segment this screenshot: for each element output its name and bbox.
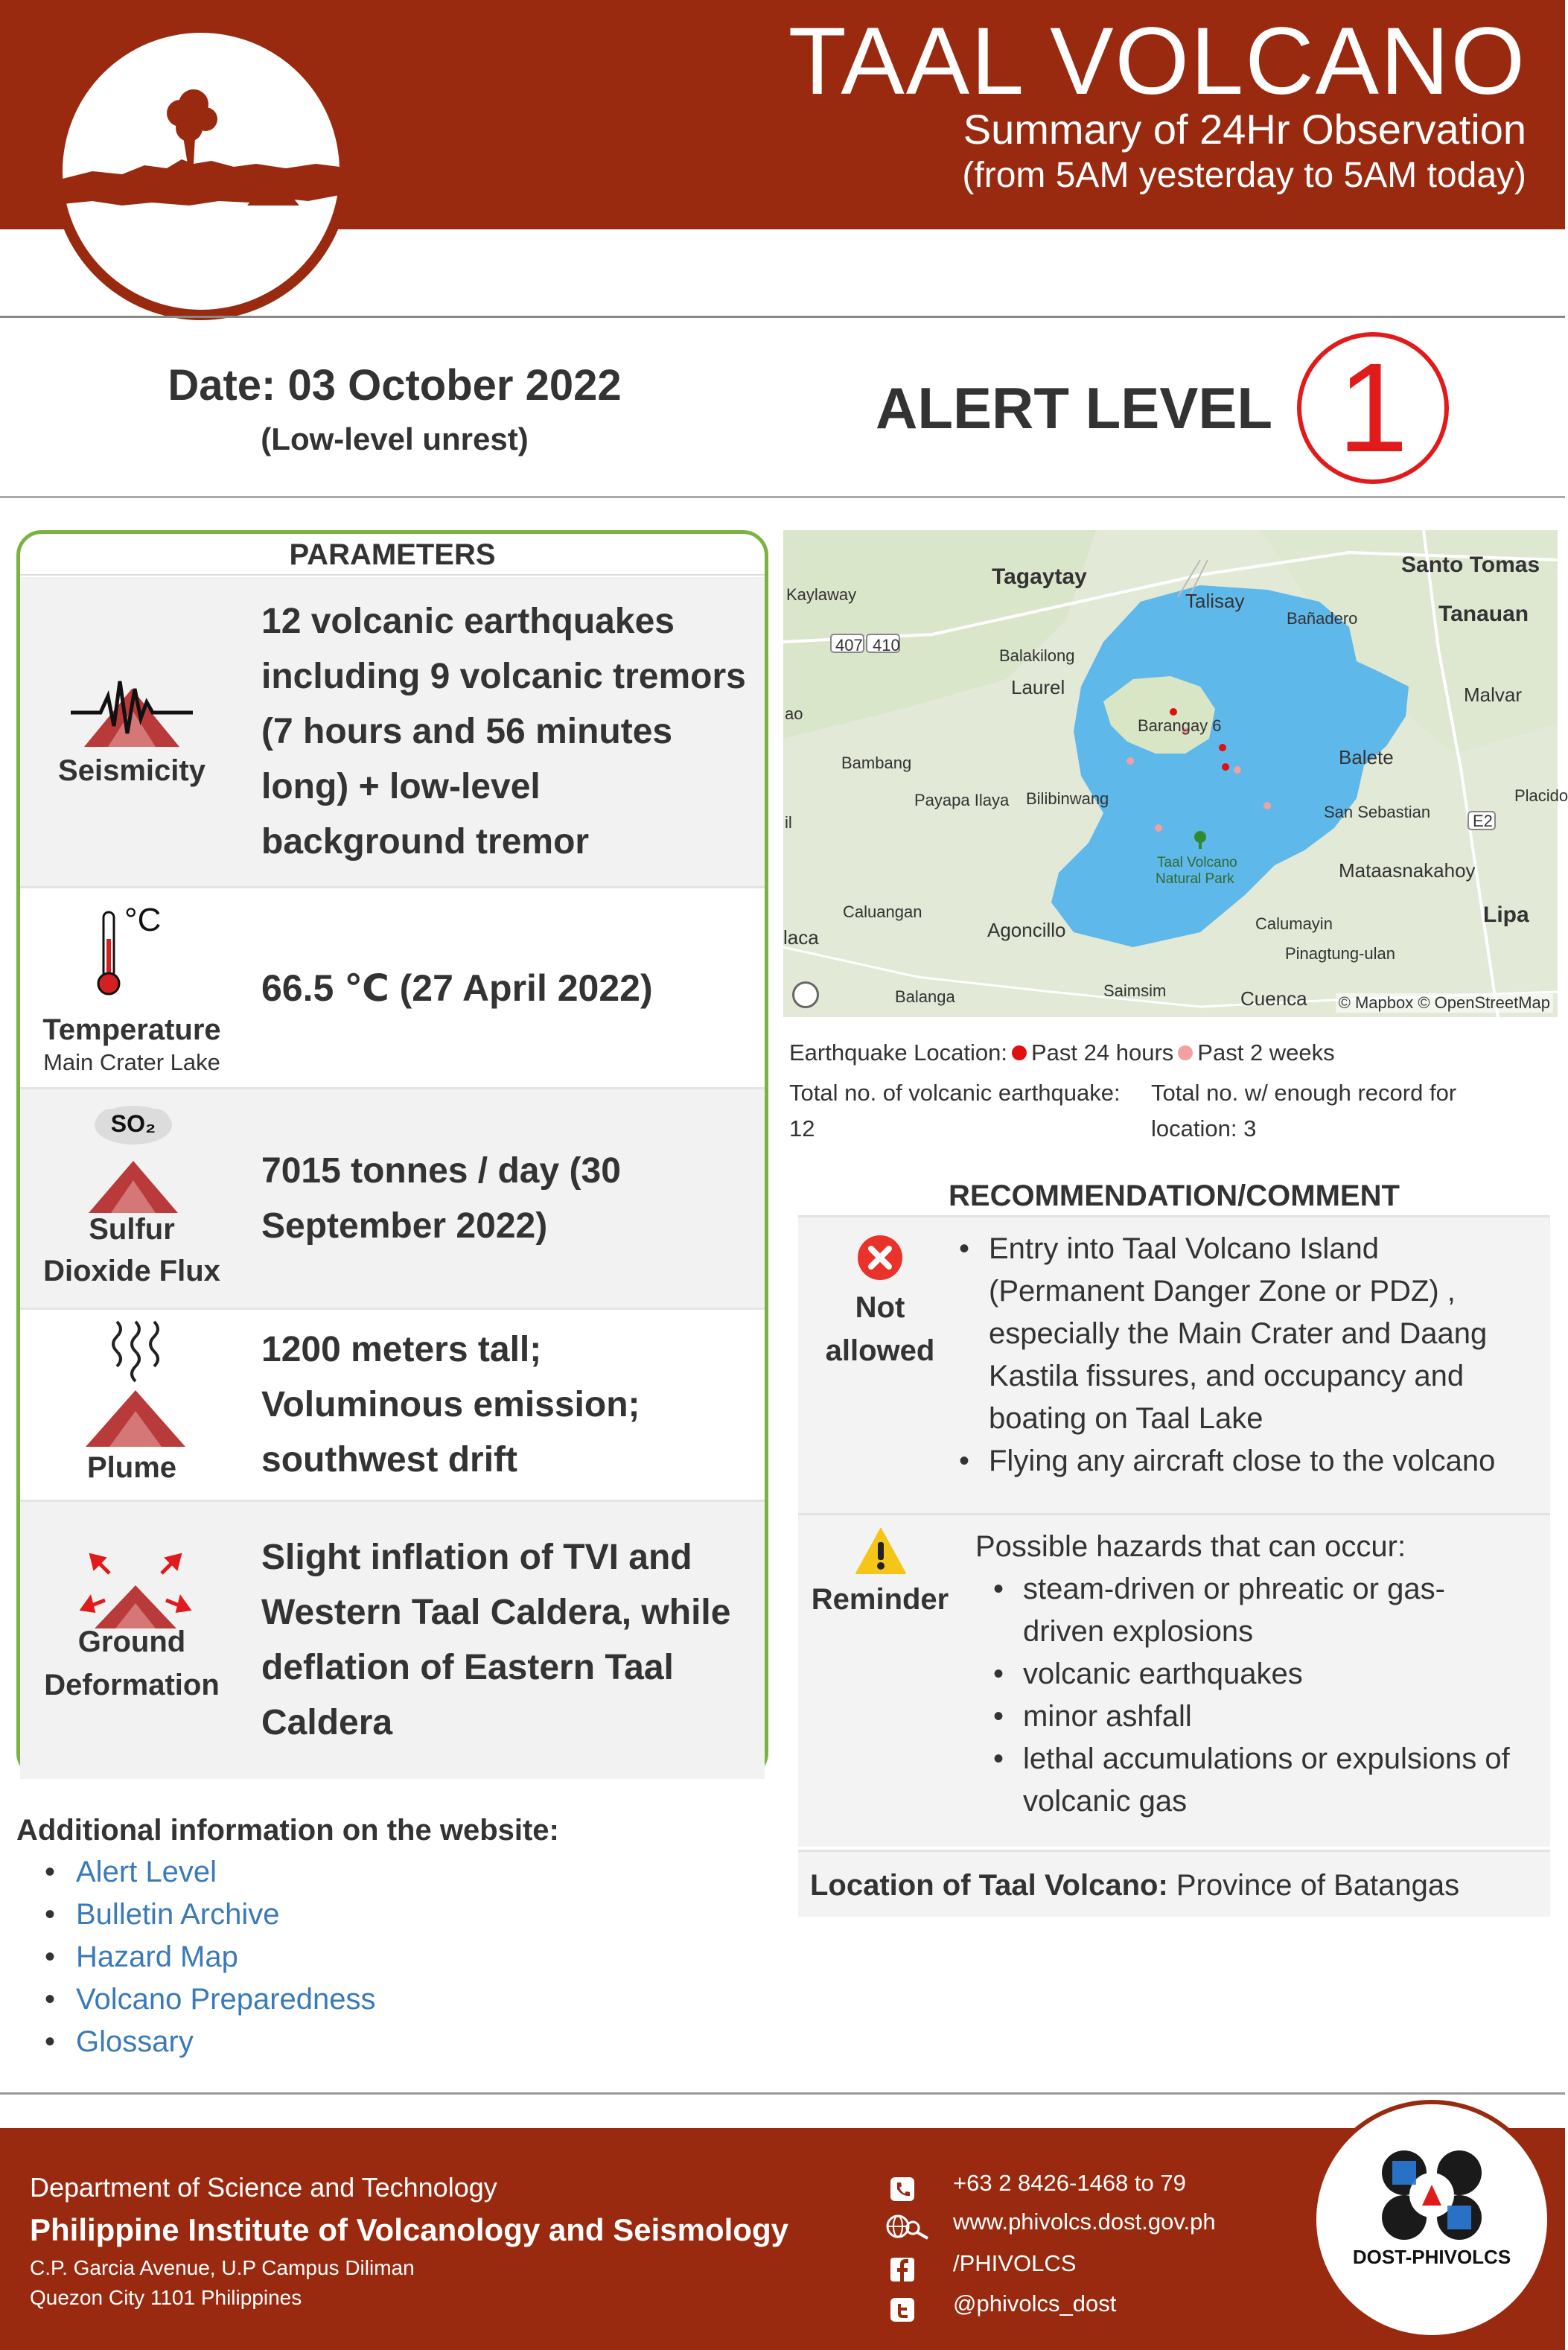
warning-triangle-icon [855, 1527, 907, 1575]
list-item [993, 1738, 1547, 1823]
map-attribution[interactable]: © Mapbox © OpenStreetMap [1336, 993, 1553, 1013]
seal-label: DOST-PHIVOLCS [1352, 2246, 1511, 2268]
param-icon-cell [20, 1089, 243, 1308]
map-label: Calumayin [1255, 914, 1333, 933]
list-item-line: (Permanent Danger Zone or PDZ) , [989, 1275, 1456, 1308]
map-label: Tanauan [1438, 602, 1529, 626]
phone-icon [889, 2176, 916, 2203]
map-label: Saimsim [1103, 981, 1167, 1000]
so2-badge: SO₂ [110, 1110, 156, 1137]
location-label: Location of Taal Volcano: [810, 1869, 1168, 1902]
hazards-list [993, 1568, 1547, 1823]
facebook-icon [889, 2256, 916, 2283]
website-links [45, 1851, 376, 2063]
dost-phivolcs-logo-icon [1374, 2146, 1489, 2243]
map-label: Cuenca [1240, 987, 1307, 1010]
page-title: TAAL VOLCANO [788, 8, 1526, 115]
param-label-so2-line2: Dioxide Flux [43, 1255, 220, 1287]
map-label: Balanga [895, 987, 955, 1006]
eq-dot-2w [1234, 766, 1241, 774]
globe-search-icon [886, 2213, 932, 2240]
reminder-section [798, 1513, 1550, 1847]
footer-address-line2: Quezon City 1101 Philippines [30, 2286, 302, 2309]
parameters-panel [16, 530, 768, 1778]
link-volcano-preparedness[interactable]: • Volcano Preparedness [45, 1978, 376, 2021]
steam-plume-volcano-icon [80, 1322, 191, 1448]
param-label-plume: Plume [86, 1451, 177, 1484]
list-item-line: • lethal accumulations or expulsions of [1023, 1742, 1510, 1775]
legend-prefix: Earthquake Location: [789, 1039, 1007, 1066]
list-item-line: • Flying any aircraft close to the volcano [989, 1445, 1496, 1477]
not-allowed-list [959, 1228, 1547, 1483]
list-item-line: • steam-driven or phreatic or gas- [1023, 1573, 1445, 1605]
footer-phone[interactable]: +63 2 8426-1468 to 79 [953, 2170, 1186, 2196]
earthquake-legend [789, 1037, 1335, 1069]
map-label: San Sebastian [1324, 803, 1431, 821]
footer-department: Department of Science and Technology [30, 2172, 497, 2203]
total-earthquakes [789, 1075, 1147, 1147]
link-hazard-map[interactable]: • Hazard Map [45, 1936, 376, 1978]
map-label: Bambang [841, 754, 912, 772]
map-label: Payapa Ilaya [914, 791, 1010, 809]
legend-2w: Past 2 weeks [1197, 1039, 1335, 1066]
red-x-circle-icon [856, 1234, 904, 1281]
param-row-so2 [20, 1089, 765, 1310]
map-label: ao [785, 704, 803, 723]
volcano-island-logo-icon [63, 33, 340, 310]
not-allowed-section [798, 1215, 1550, 1513]
list-item-line: volcanic gas [1023, 1785, 1188, 1818]
list-item [959, 1440, 1547, 1483]
map-label: Malvar [1464, 684, 1523, 706]
map-label: Balete [1339, 746, 1394, 768]
deformation-arrows-volcano-icon [80, 1548, 191, 1630]
eq-dot-24h [1170, 708, 1177, 716]
location-value: Province of Batangas [1176, 1869, 1460, 1902]
list-item-line: • volcanic earthquakes [1023, 1658, 1303, 1690]
earthquake-map[interactable] [783, 530, 1568, 1017]
total-value: 12 [789, 1115, 815, 1141]
param-sublabel-temperature: Main Crater Lake [43, 1049, 220, 1075]
divider [0, 316, 1565, 318]
recommendation-title: RECOMMENDATION/COMMENT [949, 1179, 1400, 1212]
map-label: Mataasnakahoy [1339, 859, 1476, 882]
alert-level-number: 1 [1337, 337, 1409, 479]
param-value-temperature: 66.5 ℃ (27 April 2022) [261, 967, 653, 1009]
unrest-status: (Low-level unrest) [261, 421, 529, 456]
param-label-deformation-line1: Ground [77, 1625, 186, 1658]
list-item [959, 1228, 1547, 1440]
param-label-seismicity: Seismicity [58, 754, 205, 787]
map-label-park: Taal Volcano [1157, 855, 1237, 870]
map-label: Tagaytay [992, 564, 1087, 589]
map-label: E2 [1473, 812, 1493, 830]
located-value: location: 3 [1151, 1115, 1257, 1141]
param-value-deformation: Slight inflation of TVI and Western Taal Caldera, while deflation of Eastern Taal Caldera [261, 1538, 731, 1742]
param-label-temperature: Temperature [42, 1013, 221, 1046]
list-item [993, 1695, 1547, 1738]
map-label: Agoncillo [987, 919, 1066, 941]
list-item [993, 1653, 1547, 1695]
map-label: il [785, 813, 792, 832]
divider [0, 496, 1565, 498]
param-value-so2: 7015 tonnes / day (30 September 2022) [261, 1150, 621, 1246]
footer-address-line1: C.P. Garcia Avenue, U.P Campus Diliman [30, 2256, 415, 2279]
param-row-plume [20, 1310, 765, 1502]
map-label: Bilibinwang [1026, 789, 1109, 808]
eq-dot-24h [1222, 763, 1229, 771]
route-shield: 410 [873, 636, 900, 655]
alert-level-badge [1297, 332, 1449, 484]
not-allowed-label-line1: Not [855, 1291, 905, 1324]
link-glossary[interactable]: • Glossary [45, 2021, 376, 2063]
legend-24h: Past 24 hours [1031, 1039, 1174, 1066]
footer-institute: Philippine Institute of Volcanology and Seismology [30, 2212, 788, 2247]
list-item-line: especially the Main Crater and Daang [989, 1317, 1488, 1350]
map-label: Caluangan [843, 902, 922, 921]
alert-level-label: ALERT LEVEL [876, 375, 1273, 441]
eq-dot-2w [1126, 757, 1134, 765]
located-earthquakes [1151, 1075, 1538, 1147]
footer-twitter[interactable]: @phivolcs_dost [953, 2290, 1117, 2316]
observation-period: (from 5AM yesterday to 5AM today) [962, 156, 1526, 195]
param-value-seismicity: 12 volcanic earthquakes including 9 volcanic tremors (7 hours and 56 minutes long) + low-level background tremor [261, 601, 746, 862]
footer-website[interactable]: www.phivolcs.dost.gov.ph [953, 2209, 1216, 2235]
map-label: Barangay 6 [1138, 716, 1222, 735]
param-row-temperature [20, 888, 765, 1089]
seismograph-volcano-icon [71, 666, 193, 748]
thermometer-icon [92, 909, 127, 999]
param-value-plume: 1200 meters tall; Voluminous emission; southwest drift [261, 1329, 640, 1480]
twitter-icon [889, 2296, 916, 2323]
not-allowed-label-line2: allowed [825, 1334, 935, 1367]
additional-info-title: Additional information on the website: [16, 1814, 559, 1847]
map-label: Lipa [1483, 902, 1529, 927]
map-label: Talisay [1185, 590, 1245, 612]
eq-dot-2w [1155, 824, 1162, 832]
bulletin-date: Date: 03 October 2022 [168, 361, 622, 410]
list-item [993, 1568, 1547, 1653]
param-label-deformation-line2: Deformation [44, 1669, 220, 1701]
map-label: Santo Tomas [1401, 553, 1540, 577]
param-icon-cell [20, 1310, 243, 1500]
param-icon-cell [20, 888, 243, 1087]
param-icon-cell [20, 1502, 243, 1779]
param-label-so2-line1: Sulfur [89, 1213, 175, 1246]
celsius-icon: °C [124, 902, 162, 938]
param-row-deformation [20, 1502, 765, 1779]
map-label: laca [783, 926, 819, 949]
hazards-lead: Possible hazards that can occur: [975, 1530, 1406, 1563]
map-label: Pinagtung-ulan [1285, 944, 1396, 963]
legend-dot-2w-icon [1178, 1045, 1193, 1060]
reminder-label: Reminder [811, 1583, 949, 1616]
eq-dot-24h [1219, 744, 1226, 751]
map-label: Kaylaway [786, 585, 857, 604]
total-label: Total no. of volcanic earthquake: [789, 1080, 1121, 1106]
footer-facebook[interactable]: /PHIVOLCS [953, 2250, 1077, 2276]
legend-dot-24h-icon [1012, 1045, 1027, 1060]
eq-dot-2w [1263, 802, 1271, 809]
map-label: Bañadero [1287, 609, 1358, 628]
link-bulletin-archive[interactable]: • Bulletin Archive [45, 1894, 376, 1936]
mapbox-logo-icon[interactable] [792, 981, 819, 1008]
page-subtitle: Summary of 24Hr Observation [963, 106, 1526, 153]
link-alert-level[interactable]: • Alert Level [45, 1851, 376, 1894]
located-label: Total no. w/ enough record for [1151, 1080, 1457, 1106]
param-row-seismicity [20, 577, 765, 888]
list-item-line: Kastila fissures, and occupancy and [989, 1360, 1465, 1392]
list-item-line: boating on Taal Lake [989, 1402, 1263, 1435]
map-label: Laurel [1011, 676, 1065, 698]
map-label: Placido [1514, 786, 1568, 805]
param-icon-cell [20, 577, 243, 886]
list-item-line: • Entry into Taal Volcano Island [989, 1232, 1380, 1265]
map-label: Balakilong [999, 646, 1075, 665]
list-item-line: • minor ashfall [1023, 1700, 1192, 1733]
volcano-location [798, 1850, 1550, 1917]
route-shield: 407 [835, 636, 863, 655]
list-item-line: driven explosions [1023, 1615, 1254, 1648]
map-label-park: Natural Park [1156, 871, 1234, 887]
parameters-title: PARAMETERS [20, 534, 765, 576]
divider [0, 2092, 1565, 2095]
